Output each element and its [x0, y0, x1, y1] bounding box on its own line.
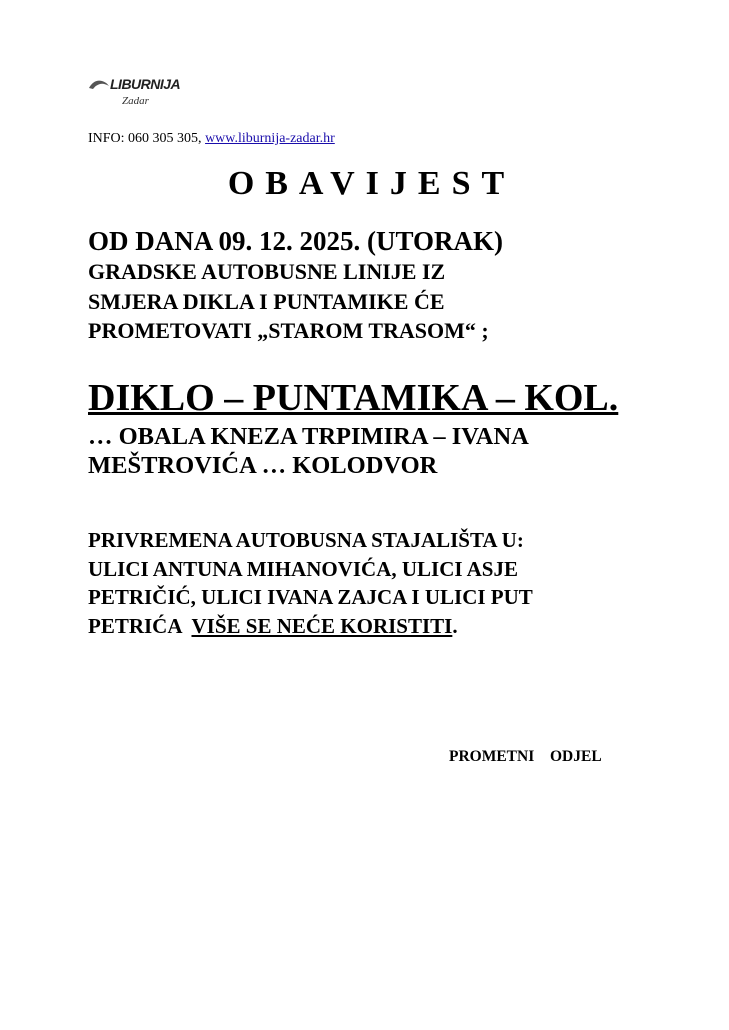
- info-phone: INFO: 060 305 305,: [88, 131, 202, 146]
- notice-line: PROMETOVATI „STAROM TRASOM“ ;: [88, 318, 489, 343]
- info-line: [88, 131, 335, 147]
- stops-line: PETRIČIĆ, ULICI IVANA ZAJCA I ULICI PUT: [88, 585, 533, 609]
- route-line: MEŠTROVIĆA … KOLODVOR: [88, 452, 438, 479]
- stops-line: [88, 614, 458, 639]
- route-headline: DIKLO – PUNTAMIKA – KOL.: [88, 377, 619, 419]
- notice-line: SMJERA DIKLA I PUNTAMIKE ĆE: [88, 289, 445, 314]
- stops-street: PETRIĆA: [88, 614, 192, 638]
- stops-no-longer-used: VIŠE SE NEĆE KORISTITI: [191, 614, 453, 638]
- stops-line: PRIVREMENA AUTOBUSNA STAJALIŠTA U:: [88, 528, 524, 552]
- logo-brand: LIBURNIJA: [110, 76, 181, 92]
- logo-city: Zadar: [122, 95, 149, 107]
- dolphin-icon: [88, 78, 110, 90]
- stops-line: ULICI ANTUNA MIHANOVIĆA, ULICI ASJE: [88, 557, 518, 581]
- notice-line: GRADSKE AUTOBUSNE LINIJE IZ: [88, 259, 446, 284]
- website-link[interactable]: www.liburnija-zadar.hr: [205, 131, 335, 146]
- page-title: OBAVIJEST: [227, 165, 516, 202]
- liburnija-logo: [88, 76, 181, 116]
- signature: PROMETNI ODJEL: [449, 748, 602, 765]
- notice-date: OD DANA 09. 12. 2025. (UTORAK): [88, 226, 504, 256]
- route-line: … OBALA KNEZA TRPIMIRA – IVANA: [88, 423, 529, 450]
- stops-period: .: [452, 614, 458, 638]
